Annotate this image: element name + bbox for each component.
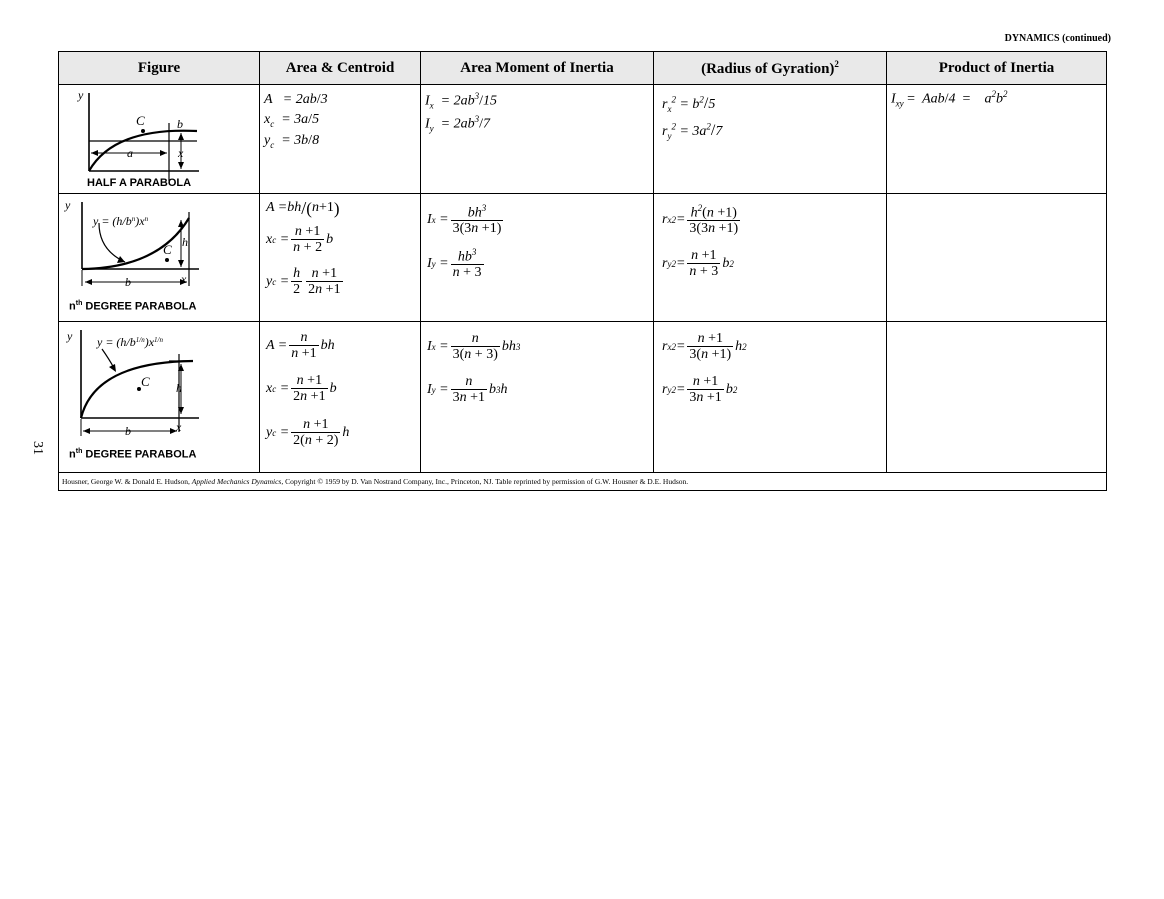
centroid-label: C <box>163 242 172 257</box>
iy-formula: I y = $\frac{hb^3}{n + 3}$ <box>427 246 482 281</box>
iy-formula: I y = $\frac{n}{3n +1}$ b 3 h <box>427 374 508 405</box>
column-header-figure: Figure <box>59 52 260 85</box>
page-header: DYNAMICS (continued) <box>1004 33 1111 44</box>
ixy-formula: $I_{xy} = Aab/4$ = $a^2b^2$ <box>891 89 1008 109</box>
ry-formula: $r_y^2 = 3a^2/7$ <box>662 121 723 141</box>
b-label: b <box>125 275 131 289</box>
area-formula: A = 2ab/3 <box>264 92 328 107</box>
centroid-label: C <box>141 374 150 389</box>
curve-equation-label: $y = (h/b^{1/n})x^{1/n}$ <box>97 335 163 349</box>
radius-of-gyration-cell <box>654 85 887 194</box>
b-label: b <box>177 117 183 131</box>
iy-formula: $I_y = 2ab^3/7$ <box>425 113 491 133</box>
y-axis-label: y <box>65 198 71 212</box>
product-of-inertia-cell <box>887 322 1107 473</box>
page-number: 31 <box>30 441 45 455</box>
radius-of-gyration-cell <box>654 194 887 322</box>
yc-formula: y c = $\frac{h}{2}$ $\frac{n +1}{2n +1}$ <box>266 266 341 297</box>
ix-formula: I x = $\frac{bh^3}{3(3n +1)}$ <box>427 202 502 237</box>
table-row <box>59 194 1107 322</box>
b-label: b <box>125 424 131 438</box>
xc-formula: x c = $\frac{n +1}{2n +1}$ b <box>266 373 337 404</box>
yc-formula: $y_c = 3b/8$ <box>264 133 320 150</box>
column-header-area-centroid: Area & Centroid <box>260 52 421 85</box>
yc-formula: y c = $\frac{n +1}{2(n + 2)}$ h <box>266 417 350 448</box>
h-label: h <box>182 235 188 249</box>
area-centroid-cell <box>260 322 421 473</box>
x-axis-label: x <box>178 146 184 160</box>
centroid-label: C <box>136 113 145 128</box>
formula-table <box>58 51 1107 491</box>
x-axis-label: x <box>181 272 187 286</box>
ry-formula: r y 2 = $\frac{n +1}{n + 3}$ b 2 <box>662 248 734 279</box>
ry-formula: r y 2 = $\frac{n +1}{3n +1}$ b 2 <box>662 374 738 405</box>
column-header-moment-of-inertia: Area Moment of Inertia <box>421 52 654 85</box>
moment-of-inertia-cell <box>421 85 654 194</box>
table-row <box>59 85 1107 194</box>
ix-formula: I x = $\frac{n}{3(n + 3)}$ bh 3 <box>427 331 521 362</box>
product-of-inertia-cell <box>887 194 1107 322</box>
area-formula: A = $\frac{n}{n +1}$ bh <box>266 330 335 361</box>
figure-label: $n^{th}$ DEGREE PARABOLA <box>69 448 197 461</box>
figure-label: HALF A PARABOLA <box>87 177 192 189</box>
x-axis-label: x <box>176 420 182 434</box>
table-row <box>59 322 1107 473</box>
a-label: a <box>127 146 133 160</box>
y-axis-label: y <box>78 88 84 102</box>
moment-of-inertia-cell <box>421 194 654 322</box>
footnote-row <box>59 473 1107 491</box>
table-header-row <box>59 52 1107 85</box>
column-header-radius-of-gyration: (Radius of Gyration)$^2$ <box>654 52 887 85</box>
figure-cell <box>59 85 260 194</box>
figure-cell <box>59 194 260 322</box>
ix-formula: $I_x = 2ab^3/15$ <box>425 91 498 111</box>
xc-formula: $x_c = 3a/5$ <box>264 112 320 130</box>
h-label: h <box>176 381 182 395</box>
rx-formula: $r_x^2 = b^2/5$ <box>662 94 716 114</box>
area-formula: A = bh / ( n +1 ) <box>266 198 340 218</box>
radius-of-gyration-cell <box>654 322 887 473</box>
xc-formula: x c = $\frac{n +1}{n + 2}$ b <box>266 224 334 255</box>
footnote: Housner, George W. & Donald E. Hudson, Applied Mechanics Dynamics, Copyright © 1959 by D. Van Nostrand Company, Inc., Princeton, NJ. Table reprinted by permission of G.W. Housner & D.E. Hudson. <box>59 473 1107 491</box>
figure-cell <box>59 322 260 473</box>
product-of-inertia-cell <box>887 85 1107 194</box>
area-centroid-cell <box>260 85 421 194</box>
moment-of-inertia-cell <box>421 322 654 473</box>
figure-label: $n^{th}$ DEGREE PARABOLA <box>69 300 197 313</box>
column-header-product-of-inertia: Product of Inertia <box>887 52 1107 85</box>
curve-equation-label: $y = (h/b^n)x^n$ <box>93 214 149 228</box>
y-axis-label: y <box>67 329 73 343</box>
rx-formula: r x 2 = $\frac{n +1}{3(n +1)}$ h 2 <box>662 331 747 362</box>
area-centroid-cell <box>260 194 421 322</box>
rx-formula: r x 2 = $\frac{h^2(n +1)}{3(3n +1)}$ <box>662 202 739 237</box>
